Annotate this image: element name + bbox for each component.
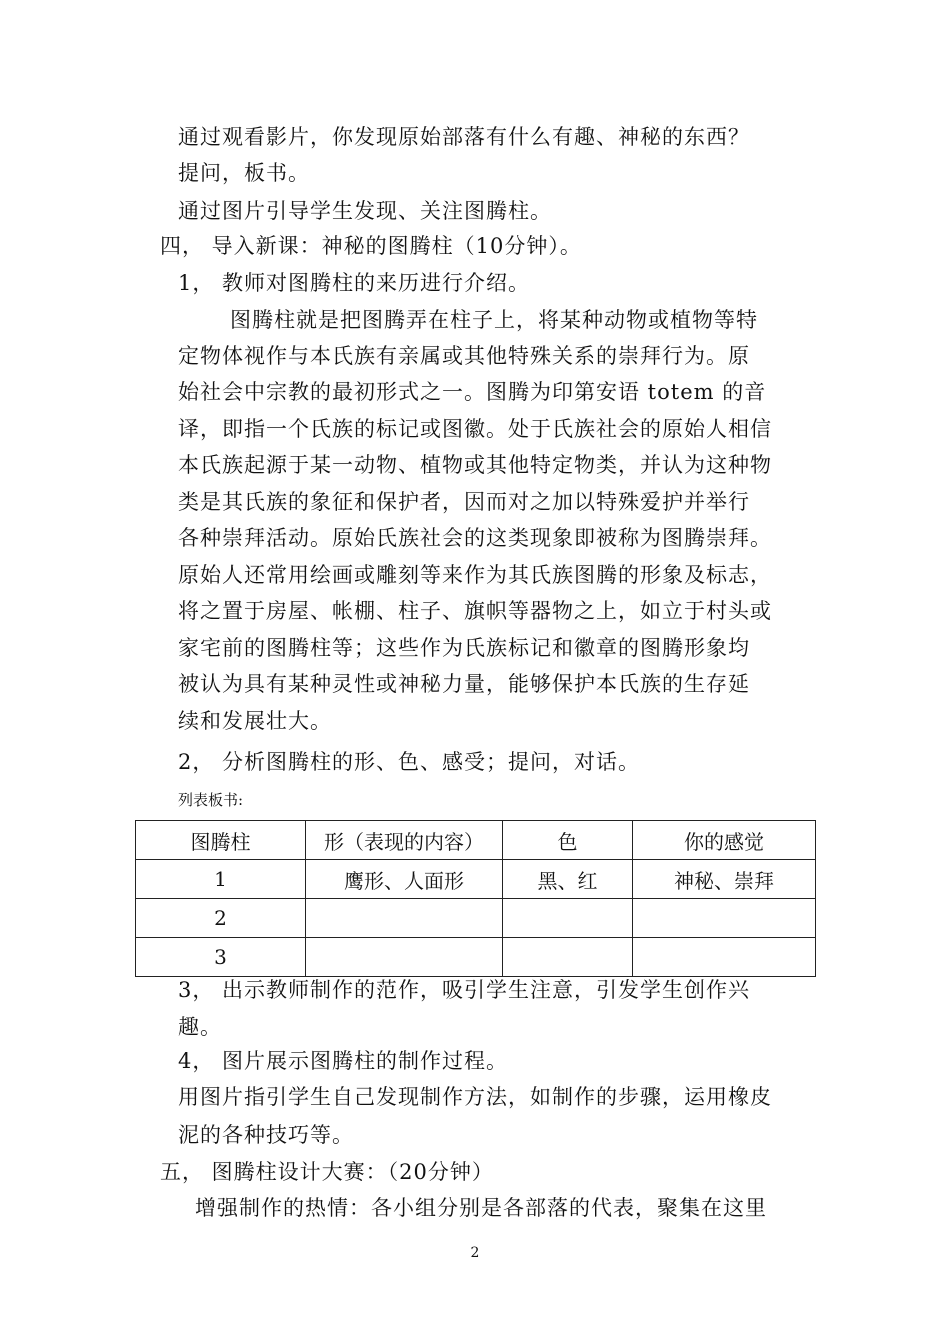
paragraph-line: 泥的各种技巧等。 — [178, 1123, 354, 1147]
table-cell — [306, 899, 503, 938]
table-cell: 2 — [136, 899, 306, 938]
paragraph-line: 提问，板书。 — [178, 161, 310, 185]
table-row — [136, 860, 816, 899]
paragraph-line: 原始人还常用绘画或雕刻等来作为其氏族图腾的形象及标志， — [178, 563, 772, 587]
table-cell: 鹰形、人面形 — [306, 860, 503, 899]
paragraph-line: 续和发展壮大。 — [178, 709, 332, 733]
section-heading-5: 五， 图腾柱设计大赛：（20分钟） — [160, 1160, 494, 1184]
paragraph-line: 被认为具有某种灵性或神秘力量，能够保护本氏族的生存延 — [178, 672, 750, 696]
table-header-cell: 你的感觉 — [633, 821, 816, 860]
paragraph-line: 始社会中宗教的最初形式之一。图腾为印第安语 totem 的音 — [178, 380, 767, 404]
blackboard-table — [135, 820, 816, 977]
table-caption: 列表板书: — [178, 791, 244, 809]
list-item-4: 4， 图片展示图腾柱的制作过程。 — [178, 1049, 509, 1073]
table-row — [136, 938, 816, 977]
paragraph-line: 增强制作的热情：各小组分别是各部落的代表，聚集在这里 — [195, 1196, 767, 1220]
paragraph-line: 译，即指一个氏族的标记或图徽。处于氏族社会的原始人相信 — [178, 417, 772, 441]
section-heading-4: 四， 导入新课：神秘的图腾柱（10分钟）。 — [160, 234, 582, 258]
list-item-2: 2， 分析图腾柱的形、色、感受；提问，对话。 — [178, 750, 641, 774]
paragraph-line: 各种崇拜活动。原始氏族社会的这类现象即被称为图腾崇拜。 — [178, 526, 772, 550]
list-item-1: 1， 教师对图腾柱的来历进行介绍。 — [178, 271, 531, 295]
table-cell — [633, 899, 816, 938]
table-cell: 黑、红 — [503, 860, 633, 899]
paragraph-line: 定物体视作与本氏族有亲属或其他特殊关系的崇拜行为。原 — [178, 344, 750, 368]
table-row — [136, 899, 816, 938]
table-cell — [306, 938, 503, 977]
table-header-cell: 图腾柱 — [136, 821, 306, 860]
table-cell: 神秘、崇拜 — [633, 860, 816, 899]
paragraph-line: 将之置于房屋、帐棚、柱子、旗帜等器物之上，如立于村头或 — [178, 599, 772, 623]
table-header-cell: 形（表现的内容） — [306, 821, 503, 860]
paragraph-line: 通过图片引导学生发现、关注图腾柱。 — [178, 199, 552, 223]
table-header-row — [136, 821, 816, 860]
table-cell — [503, 938, 633, 977]
table-cell: 1 — [136, 860, 306, 899]
paragraph-line: 用图片指引学生自己发现制作方法，如制作的步骤，运用橡皮 — [178, 1085, 772, 1109]
paragraph-line: 本氏族起源于某一动物、植物或其他特定物类，并认为这种物 — [178, 453, 772, 477]
list-item-3: 3， 出示教师制作的范作，吸引学生注意，引发学生创作兴 — [178, 978, 751, 1002]
paragraph-line: 类是其氏族的象征和保护者，因而对之加以特殊爱护并举行 — [178, 490, 750, 514]
table-header-cell: 色 — [503, 821, 633, 860]
paragraph-line: 趣。 — [178, 1015, 222, 1039]
table-cell — [503, 899, 633, 938]
paragraph-line: 家宅前的图腾柱等；这些作为氏族标记和徽章的图腾形象均 — [178, 636, 750, 660]
table-cell: 3 — [136, 938, 306, 977]
table-cell — [633, 938, 816, 977]
paragraph-line: 通过观看影片，你发现原始部落有什么有趣、神秘的东西？ — [178, 125, 750, 149]
page-number: 2 — [470, 1245, 480, 1261]
paragraph-line: 图腾柱就是把图腾弄在柱子上，将某种动物或植物等特 — [230, 308, 758, 332]
